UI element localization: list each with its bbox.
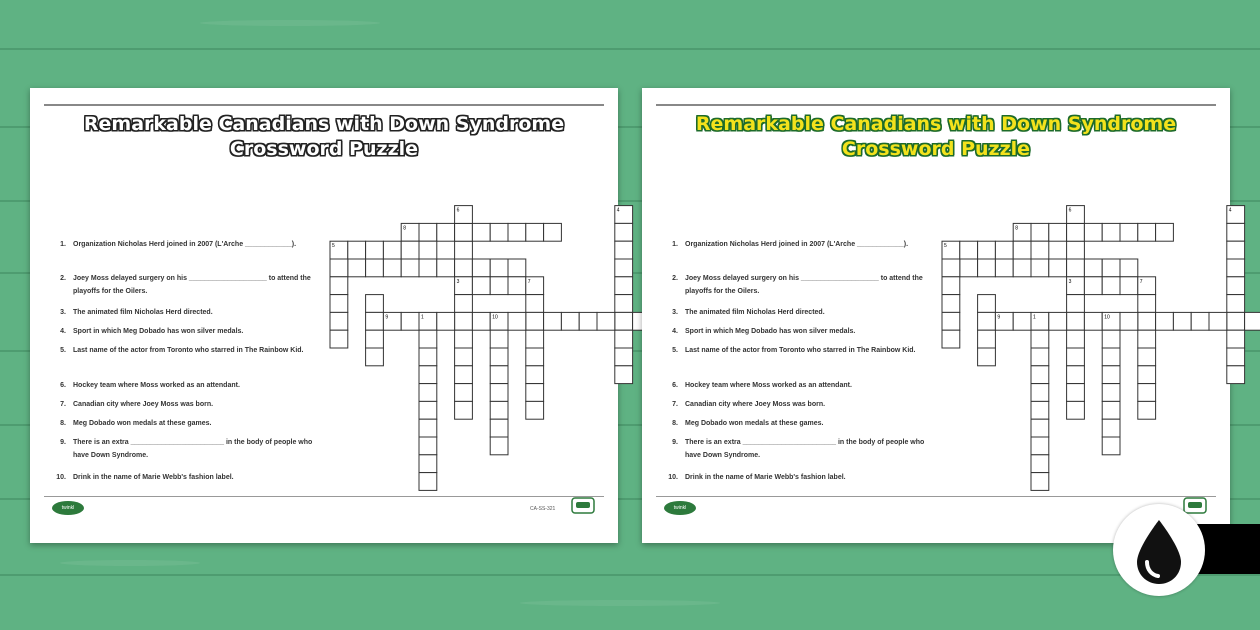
crossword-cell <box>1120 259 1138 277</box>
crossword-cell <box>1102 401 1120 419</box>
crossword-cell <box>490 330 508 348</box>
cell-number: 6 <box>456 207 460 214</box>
crossword-cell <box>615 366 633 384</box>
crossword-cell <box>978 241 996 259</box>
cell-number: 4 <box>1228 207 1232 214</box>
crossword-cell <box>419 223 437 241</box>
crossword-cell <box>383 259 401 277</box>
cell-number: 10 <box>492 314 498 321</box>
crossword-cell <box>419 455 437 473</box>
crossword-cell <box>1227 223 1245 241</box>
crossword-cell <box>1067 312 1085 330</box>
crossword-cell <box>1227 312 1245 330</box>
crossword-cell <box>366 259 384 277</box>
crossword-cell <box>419 419 437 437</box>
clue-item: 9. There is an extra ________________________ in the body of people who have Down Syndrome. <box>60 439 313 459</box>
crossword-cell <box>490 384 508 402</box>
crossword-cell <box>1191 312 1209 330</box>
crossword-cell <box>1102 419 1120 437</box>
crossword-cell <box>472 312 490 330</box>
crossword-cell <box>419 348 437 366</box>
cell-number: 5 <box>944 243 947 250</box>
crossword-cell <box>1120 223 1138 241</box>
crossword-cell <box>455 241 473 259</box>
page-code: CA-SS-321 <box>530 506 556 512</box>
clue-item: 4. Sport in which Meg Dobado has won silver medals. <box>60 328 244 335</box>
crossword-cell <box>419 473 437 491</box>
clue-item: 3. The animated film Nicholas Herd directed. <box>60 309 213 316</box>
crossword-cell <box>1031 437 1049 455</box>
crossword-cell <box>1031 348 1049 366</box>
crossword-cell <box>597 312 615 330</box>
crossword-cell <box>419 259 437 277</box>
clue-item: 8. Meg Dobado won medals at these games. <box>672 420 824 427</box>
cell-number: 7 <box>1139 278 1143 285</box>
crossword-cell <box>455 295 473 313</box>
cell-number: 7 <box>527 278 531 285</box>
crossword-cell <box>1031 241 1049 259</box>
title-line-2: Crossword Puzzle <box>229 138 419 160</box>
crossword-cell <box>508 277 526 295</box>
crossword-cell <box>366 312 384 330</box>
crossword-cell <box>1102 384 1120 402</box>
crossword-cell <box>526 223 544 241</box>
crossword-cell <box>978 259 996 277</box>
crossword-cell <box>942 277 960 295</box>
crossword-cell <box>1138 295 1156 313</box>
title-line-1: Remarkable Canadians with Down Syndrome <box>83 113 565 135</box>
crossword-cell <box>437 312 455 330</box>
clue-item: 4. Sport in which Meg Dobado has won silver medals. <box>672 328 856 335</box>
crossword-cell <box>1120 277 1138 295</box>
crossword-cell <box>490 437 508 455</box>
crossword-cell <box>1049 312 1067 330</box>
clue-item: 10. Drink in the name of Marie Webb's fashion label. <box>56 474 234 481</box>
clue-item: 10. Drink in the name of Marie Webb's fashion label. <box>668 474 846 481</box>
crossword-cell <box>615 312 633 330</box>
crossword-cell <box>615 277 633 295</box>
crossword-cell <box>1138 401 1156 419</box>
crossword-cell <box>615 259 633 277</box>
clue-item: 2. Joey Moss delayed surgery on his ____________________ to attend the playoffs for the Oilers. <box>672 275 923 295</box>
crossword-cell <box>526 401 544 419</box>
cell-number: 8 <box>403 225 406 232</box>
crossword-cell <box>455 312 473 330</box>
crossword-cell <box>1227 348 1245 366</box>
crossword-cell <box>330 259 348 277</box>
crossword-cell <box>1102 277 1120 295</box>
cell-number: 3 <box>1068 278 1072 285</box>
crossword-cell <box>1031 401 1049 419</box>
crossword-grid <box>642 88 1230 543</box>
crossword-cell <box>348 241 366 259</box>
cell-number: 5 <box>332 243 335 250</box>
crossword-cell <box>942 259 960 277</box>
crossword-cell <box>1031 473 1049 491</box>
crossword-cell <box>1227 277 1245 295</box>
cell-number: 1 <box>421 314 424 321</box>
footer-divider <box>44 496 604 497</box>
crossword-cell <box>472 259 490 277</box>
crossword-cell <box>1067 241 1085 259</box>
clue-item: 5. Last name of the actor from Toronto who starred in The Rainbow Kid. <box>672 347 916 354</box>
crossword-cell <box>437 223 455 241</box>
crossword-cell <box>995 241 1013 259</box>
crossword-cell <box>366 295 384 313</box>
crossword-cell <box>330 330 348 348</box>
cell-number: 3 <box>456 278 460 285</box>
twinkl-logo-icon: twinkl <box>52 501 84 515</box>
crossword-cell <box>508 312 526 330</box>
crossword-grid <box>30 88 618 543</box>
crossword-cell <box>978 348 996 366</box>
crossword-cell <box>1138 330 1156 348</box>
crossword-cell <box>1102 259 1120 277</box>
crossword-cell <box>490 348 508 366</box>
crossword-cell <box>995 259 1013 277</box>
clue-item: 3. The animated film Nicholas Herd directed. <box>672 309 825 316</box>
cell-number: 6 <box>1068 207 1072 214</box>
ink-drop-badge[interactable] <box>1113 504 1205 596</box>
crossword-cell <box>526 312 544 330</box>
cell-number: 8 <box>1015 225 1018 232</box>
crossword-cell <box>1067 295 1085 313</box>
title-line-2: Crossword Puzzle <box>841 138 1031 160</box>
crossword-cell <box>490 401 508 419</box>
footer-divider <box>656 496 1216 497</box>
crossword-cell <box>1120 312 1138 330</box>
crossword-cell <box>1031 330 1049 348</box>
crossword-cell <box>1084 277 1102 295</box>
crossword-cell <box>490 366 508 384</box>
crossword-cell <box>1031 366 1049 384</box>
cell-number: 4 <box>616 207 620 214</box>
crossword-cell <box>1031 259 1049 277</box>
crossword-cell <box>544 223 562 241</box>
crossword-cell <box>1067 401 1085 419</box>
clue-item: 6. Hockey team where Moss worked as an attendant. <box>672 382 852 389</box>
crossword-cell <box>978 312 996 330</box>
cell-number: 1 <box>1033 314 1036 321</box>
crossword-cell <box>366 241 384 259</box>
crossword-cell <box>455 366 473 384</box>
crossword-cell <box>472 277 490 295</box>
crossword-cell <box>348 259 366 277</box>
crossword-cell <box>508 223 526 241</box>
crossword-cell <box>1031 455 1049 473</box>
crossword-cell <box>942 330 960 348</box>
crossword-cell <box>1067 259 1085 277</box>
crossword-cell <box>1138 348 1156 366</box>
crossword-cell <box>1102 348 1120 366</box>
cell-number: 9 <box>385 314 389 321</box>
crossword-cell <box>1138 384 1156 402</box>
crossword-cell <box>526 295 544 313</box>
crossword-cell <box>1138 366 1156 384</box>
clue-item: 1. Organization Nicholas Herd joined in 2007 (L'Arche ____________). <box>60 241 297 248</box>
crossword-cell <box>419 330 437 348</box>
crossword-cell <box>615 330 633 348</box>
crossword-cell <box>1102 330 1120 348</box>
crossword-cell <box>1138 223 1156 241</box>
crossword-cell <box>455 259 473 277</box>
crossword-cell <box>1031 419 1049 437</box>
crossword-cell <box>942 295 960 313</box>
crossword-cell <box>1227 295 1245 313</box>
clue-item: 5. Last name of the actor from Toronto who starred in The Rainbow Kid. <box>60 347 304 354</box>
crossword-cell <box>1067 348 1085 366</box>
crossword-cell <box>455 223 473 241</box>
crossword-cell <box>1227 330 1245 348</box>
crossword-cell <box>1102 437 1120 455</box>
crossword-cell <box>437 259 455 277</box>
crossword-cell <box>1209 312 1227 330</box>
crossword-cell <box>455 384 473 402</box>
crossword-cell <box>960 241 978 259</box>
crossword-cell <box>1173 312 1191 330</box>
crossword-cell <box>615 348 633 366</box>
crossword-cell <box>455 330 473 348</box>
clue-item: 9. There is an extra ________________________ in the body of people who have Down Syndrome. <box>672 439 925 459</box>
crossword-cell <box>1049 259 1067 277</box>
crossword-cell <box>526 366 544 384</box>
crossword-cell <box>419 401 437 419</box>
crossword-cell <box>1245 312 1260 330</box>
crossword-cell <box>330 312 348 330</box>
crossword-cell <box>401 259 419 277</box>
crossword-cell <box>419 437 437 455</box>
crossword-cell <box>1084 259 1102 277</box>
crossword-cell <box>1156 223 1174 241</box>
crossword-cell <box>490 277 508 295</box>
crossword-cell <box>1227 366 1245 384</box>
crossword-cell <box>615 295 633 313</box>
crossword-cell <box>401 241 419 259</box>
crossword-cell <box>1031 223 1049 241</box>
crossword-cell <box>544 312 562 330</box>
crossword-cell <box>1067 366 1085 384</box>
ink-drop-icon <box>1113 504 1205 596</box>
crossword-cell <box>1102 223 1120 241</box>
crossword-cell <box>978 295 996 313</box>
crossword-cell <box>526 384 544 402</box>
crossword-cell <box>615 223 633 241</box>
crossword-cell <box>1227 259 1245 277</box>
crossword-cell <box>330 277 348 295</box>
title-line-1: Remarkable Canadians with Down Syndrome <box>695 113 1177 135</box>
crossword-cell <box>490 259 508 277</box>
crossword-cell <box>526 348 544 366</box>
crossword-cell <box>1031 384 1049 402</box>
crossword-cell <box>419 241 437 259</box>
crossword-cell <box>490 419 508 437</box>
crossword-cell <box>1156 312 1174 330</box>
crossword-cell <box>526 330 544 348</box>
crossword-cell <box>1084 312 1102 330</box>
crossword-cell <box>419 366 437 384</box>
worksheet-preview-plain <box>30 88 618 543</box>
crossword-cell <box>579 312 597 330</box>
crossword-cell <box>419 384 437 402</box>
crossword-cell <box>1013 312 1031 330</box>
crossword-cell <box>1013 241 1031 259</box>
crossword-cell <box>455 401 473 419</box>
crossword-cell <box>960 259 978 277</box>
crossword-cell <box>561 312 579 330</box>
crossword-cell <box>978 330 996 348</box>
sealed-quality-badge-icon <box>570 496 596 516</box>
crossword-cell <box>490 223 508 241</box>
twinkl-logo-icon: twinkl <box>664 501 696 515</box>
clue-item: 1. Organization Nicholas Herd joined in 2007 (L'Arche ____________). <box>672 241 909 248</box>
crossword-cell <box>1067 223 1085 241</box>
crossword-cell <box>1138 312 1156 330</box>
crossword-cell <box>942 312 960 330</box>
cell-number: 10 <box>1104 314 1110 321</box>
crossword-cell <box>383 241 401 259</box>
crossword-cell <box>472 223 490 241</box>
clue-item: 6. Hockey team where Moss worked as an attendant. <box>60 382 240 389</box>
clue-item: 7. Canadian city where Joey Moss was born. <box>60 401 214 408</box>
crossword-cell <box>1227 241 1245 259</box>
cell-number: 9 <box>997 314 1001 321</box>
crossword-cell <box>330 295 348 313</box>
crossword-cell <box>366 330 384 348</box>
crossword-cell <box>366 348 384 366</box>
crossword-cell <box>1084 223 1102 241</box>
crossword-cell <box>401 312 419 330</box>
worksheet-preview-colour <box>642 88 1230 543</box>
crossword-cell <box>615 241 633 259</box>
crossword-cell <box>1067 384 1085 402</box>
crossword-cell <box>508 259 526 277</box>
crossword-cell <box>1013 259 1031 277</box>
crossword-cell <box>455 348 473 366</box>
clue-item: 2. Joey Moss delayed surgery on his ____________________ to attend the playoffs for the Oilers. <box>60 275 311 295</box>
crossword-cell <box>1049 223 1067 241</box>
crossword-cell <box>1102 366 1120 384</box>
clue-item: 7. Canadian city where Joey Moss was born. <box>672 401 826 408</box>
crossword-cell <box>1067 330 1085 348</box>
clue-item: 8. Meg Dobado won medals at these games. <box>60 420 212 427</box>
